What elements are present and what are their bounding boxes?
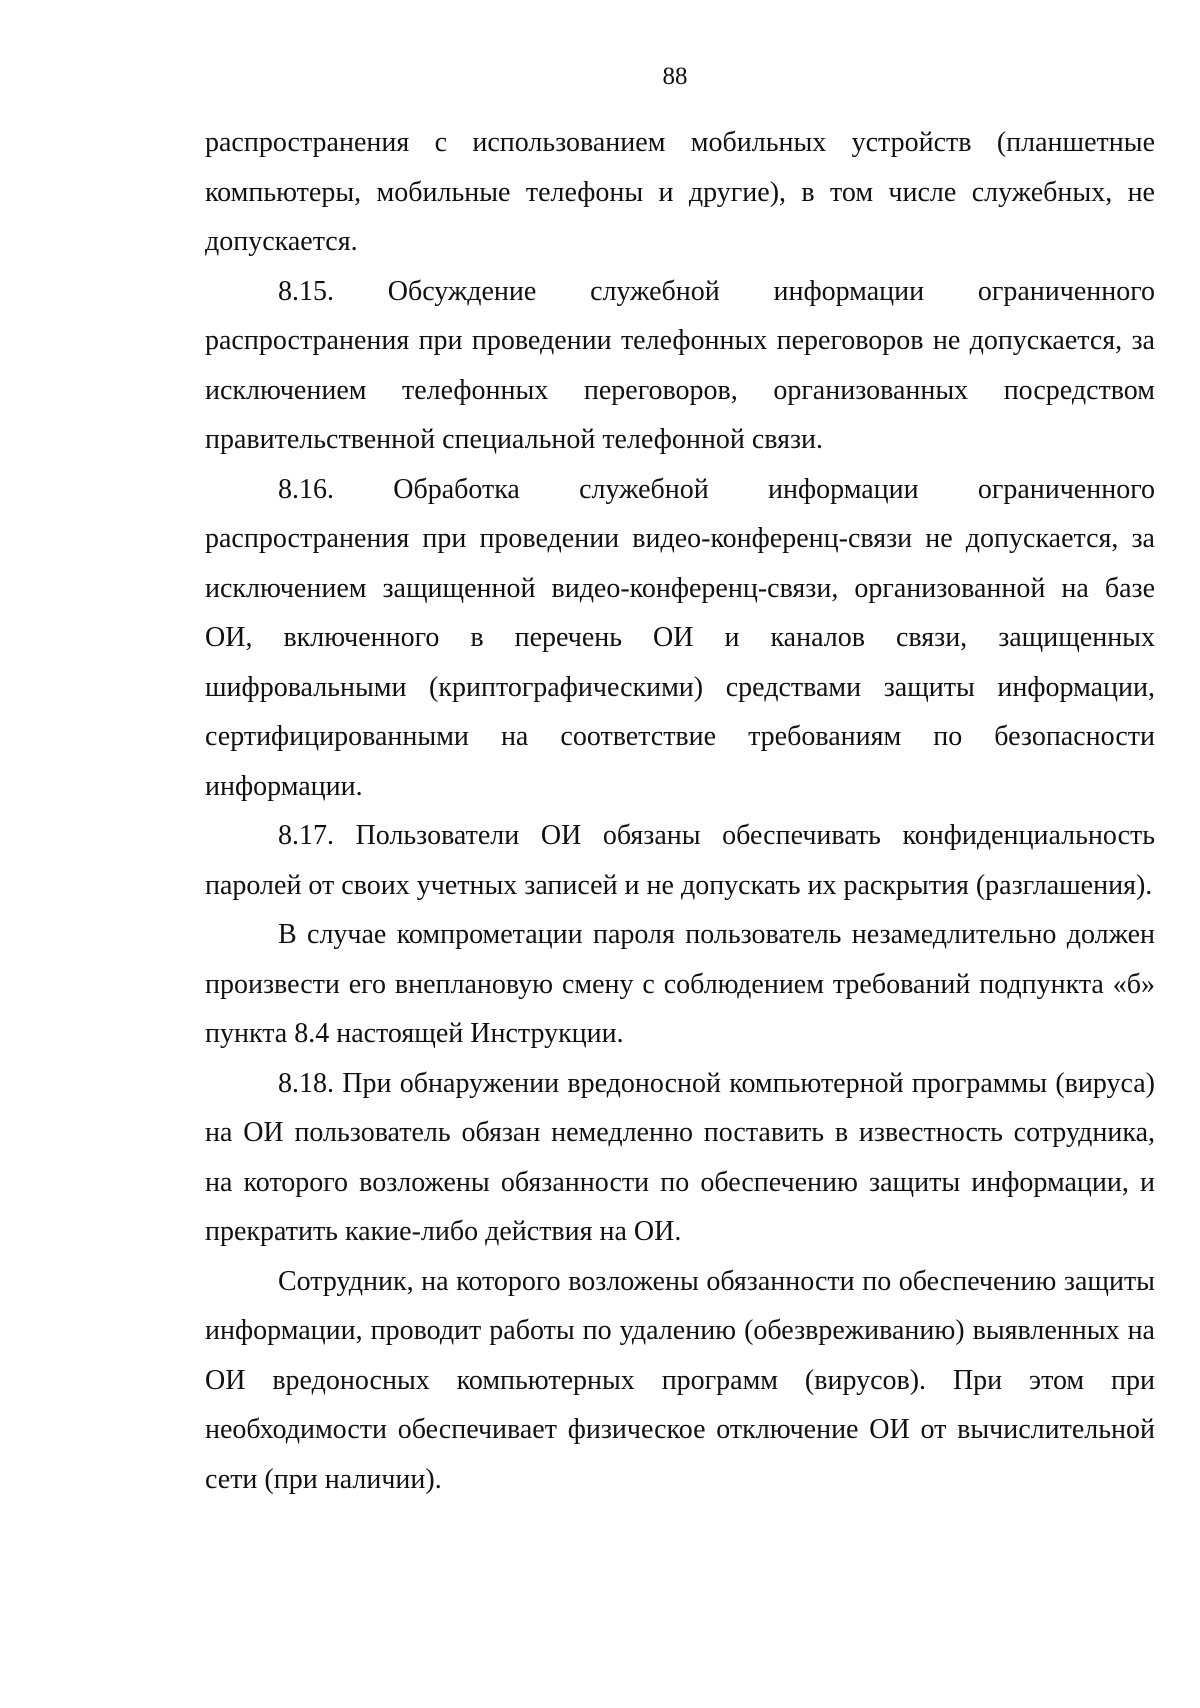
paragraph-8-15: 8.15. Обсуждение служебной информации ограниченного распространения при проведении телефонных переговоров не допускается, за исключением телефонных переговоров, организованных посредством правительственной специальной телефонной связи. xyxy=(205,275,1155,455)
document-body xyxy=(205,118,1155,1504)
paragraph-continuation: распространения с использованием мобильных устройств (планшетные компьютеры, мобильные телефоны и другие), в том числе служебных, не допускается. xyxy=(205,127,1155,257)
paragraph-virus-removal: Сотрудник, на которого возложены обязанности по обеспечению защиты информации, проводит работы по удалению (обезвреживанию) выявленных на ОИ вредоносных компьютерных программ (вирусов). При этом при необходимости обеспечивает физическое отключение ОИ от вычислительной сети (при наличии). xyxy=(205,1265,1155,1495)
page-number: 88 xyxy=(662,63,688,90)
paragraph-password-compromise: В случае компрометации пароля пользователь незамедлительно должен произвести его внеплановую смену с соблюдением требований подпункта «б» пункта 8.4 настоящей Инструкции. xyxy=(205,919,1155,1049)
paragraph-8-16: 8.16. Обработка служебной информации ограниченного распространения при проведении видео-конференц-связи не допускается, за исключением защищенной видео-конференц-связи, организованной на базе ОИ, включенного в перечень ОИ и каналов связи, защищенных шифровальными (криптографическими) средствами защиты информации, сертифицированными на соответствие требованиям по безопасности информации. xyxy=(205,473,1155,802)
paragraph-8-18: 8.18. При обнаружении вредоносной компьютерной программы (вируса) на ОИ пользователь обязан немедленно поставить в известность сотрудника, на которого возложены обязанности по обеспечению защиты информации, и прекратить какие-либо действия на ОИ. xyxy=(205,1067,1155,1247)
paragraph-8-17: 8.17. Пользователи ОИ обязаны обеспечивать конфиденциальность паролей от своих учетных записей и не допускать их раскрытия (разглашения). xyxy=(205,820,1155,901)
